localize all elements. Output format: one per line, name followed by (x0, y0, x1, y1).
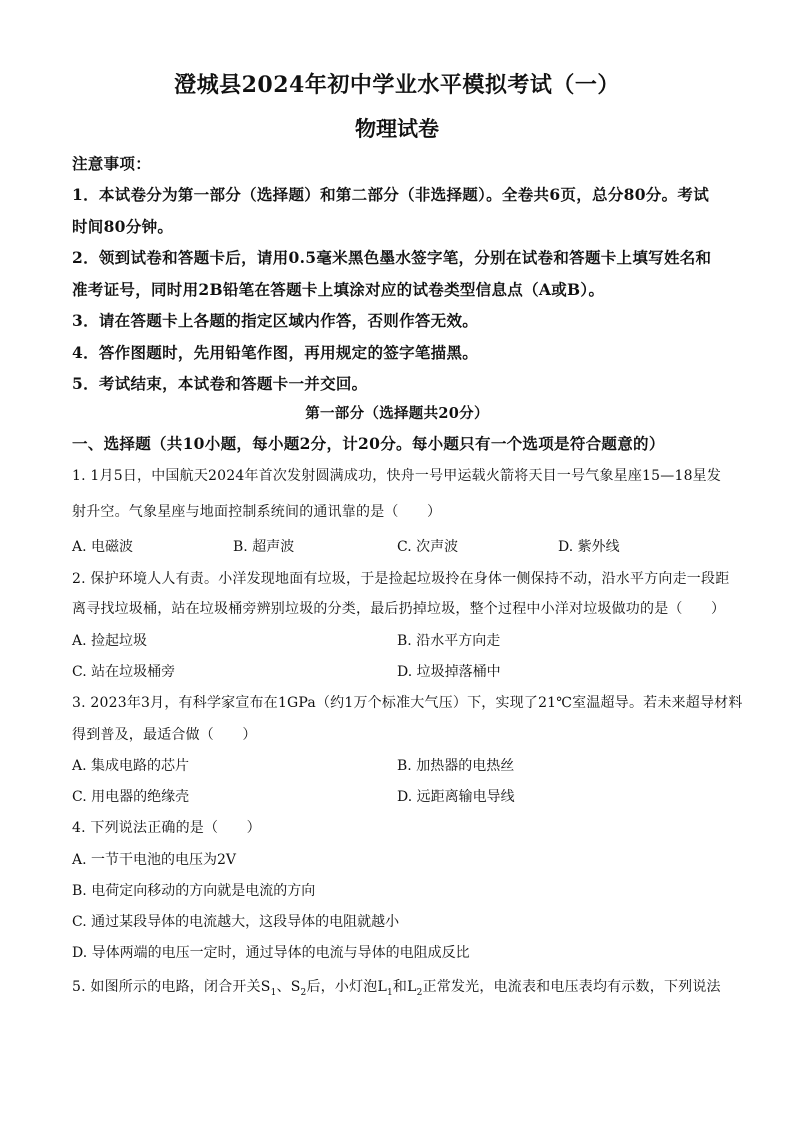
question-3-line: 得到普及，最适合做（ ） (72, 727, 257, 743)
question-2-option-b: B. 沿水平方向走 (397, 633, 501, 649)
question-3-option-a: A. 集成电路的芯片 (72, 758, 190, 774)
note-line: 时间80分钟。 (72, 217, 174, 236)
part-heading: 第一部分（选择题共20分） (305, 405, 489, 422)
note-line: 准考证号，同时用2B铅笔在答题卡上填涂对应的试卷类型信息点（A或B）。 (72, 280, 605, 299)
question-1-line: 射升空。气象星座与地面控制系统间的通讯靠的是（ ） (72, 504, 442, 520)
question-1-option-a: A. 电磁波 (72, 539, 134, 555)
question-2-line: 2. 保护环境人人有责。小洋发现地面有垃圾，于是捡起垃圾拎在身体一侧保持不动，沿水平方向走一段距 (72, 571, 730, 587)
question-3-line: 3. 2023年3月，有科学家宣布在1GPa（约1万个标准大气压）下，实现了21℃室温超导。若未来超导材料 (72, 695, 743, 711)
question-2-option-d: D. 垃圾掉落桶中 (397, 664, 501, 680)
exam-subtitle: 物理试卷 (355, 116, 439, 141)
q5-sub-s2: 2 (300, 987, 307, 998)
question-5-line (72, 976, 732, 998)
question-4-option-d: D. 导体两端的电压一定时，通过导体的电流与导体的电阻成反比 (72, 945, 470, 961)
q5-text-4: 和L (392, 979, 417, 995)
note-line: 5．考试结束，本试卷和答题卡一并交回。 (72, 374, 368, 393)
question-1-option-c: C. 次声波 (397, 539, 459, 555)
question-4-option-a: A. 一节干电池的电压为2V (72, 852, 237, 868)
q5-sub-s1: 1 (270, 987, 277, 998)
question-1-line: 1. 1月5日，中国航天2024年首次发射圆满成功，快舟一号甲运载火箭将天目一号气象星座15—18星发 (72, 468, 722, 484)
notes-heading: 注意事项： (72, 154, 152, 173)
question-1-option-d: D. 紫外线 (558, 539, 620, 555)
question-4-line: 4. 下列说法正确的是（ ） (72, 820, 261, 836)
exam-title: 澄城县2024年初中学业水平模拟考试（一） (174, 72, 620, 98)
question-4-option-c: C. 通过某段导体的电流越大，这段导体的电阻就越小 (72, 914, 400, 930)
question-2-option-c: C. 站在垃圾桶旁 (72, 664, 176, 680)
question-4-option-b: B. 电荷定向移动的方向就是电流的方向 (72, 883, 316, 899)
question-3-option-b: B. 加热器的电热丝 (397, 758, 515, 774)
q5-sub-l2: 2 (416, 987, 423, 998)
q5-text-2: 、S (276, 979, 301, 995)
question-2-line: 离寻找垃圾桶，站在垃圾桶旁辨别垃圾的分类，最后扔掉垃圾，整个过程中小洋对垃圾做功的是（ ） (72, 601, 726, 617)
note-line: 4．答作图题时，先用铅笔作图，再用规定的签字笔描黑。 (72, 343, 479, 362)
question-2-option-a: A. 捡起垃圾 (72, 633, 148, 649)
q5-text-3: 后，小灯泡L (306, 979, 387, 995)
q5-sub-l1: 1 (386, 987, 393, 998)
section-heading: 一、选择题（共10小题，每小题2分，计20分。每小题只有一个选项是符合题意的） (72, 434, 665, 453)
question-3-option-c: C. 用电器的绝缘壳 (72, 789, 190, 805)
question-3-option-d: D. 远距离输电导线 (397, 789, 515, 805)
q5-text-1: 5. 如图所示的电路，闭合开关S (72, 979, 271, 995)
question-1-option-b: B. 超声波 (233, 539, 295, 555)
note-line: 1．本试卷分为第一部分（选择题）和第二部分（非选择题）。全卷共6页，总分80分。考试 (72, 185, 709, 204)
note-line: 2．领到试卷和答题卡后，请用0.5毫米黑色墨水签字笔，分别在试卷和答题卡上填写姓名和 (72, 248, 712, 267)
q5-text-5: 正常发光，电流表和电压表均有示数，下列说法 (422, 979, 721, 995)
note-line: 3．请在答题卡上各题的指定区域内作答，否则作答无效。 (72, 311, 479, 330)
